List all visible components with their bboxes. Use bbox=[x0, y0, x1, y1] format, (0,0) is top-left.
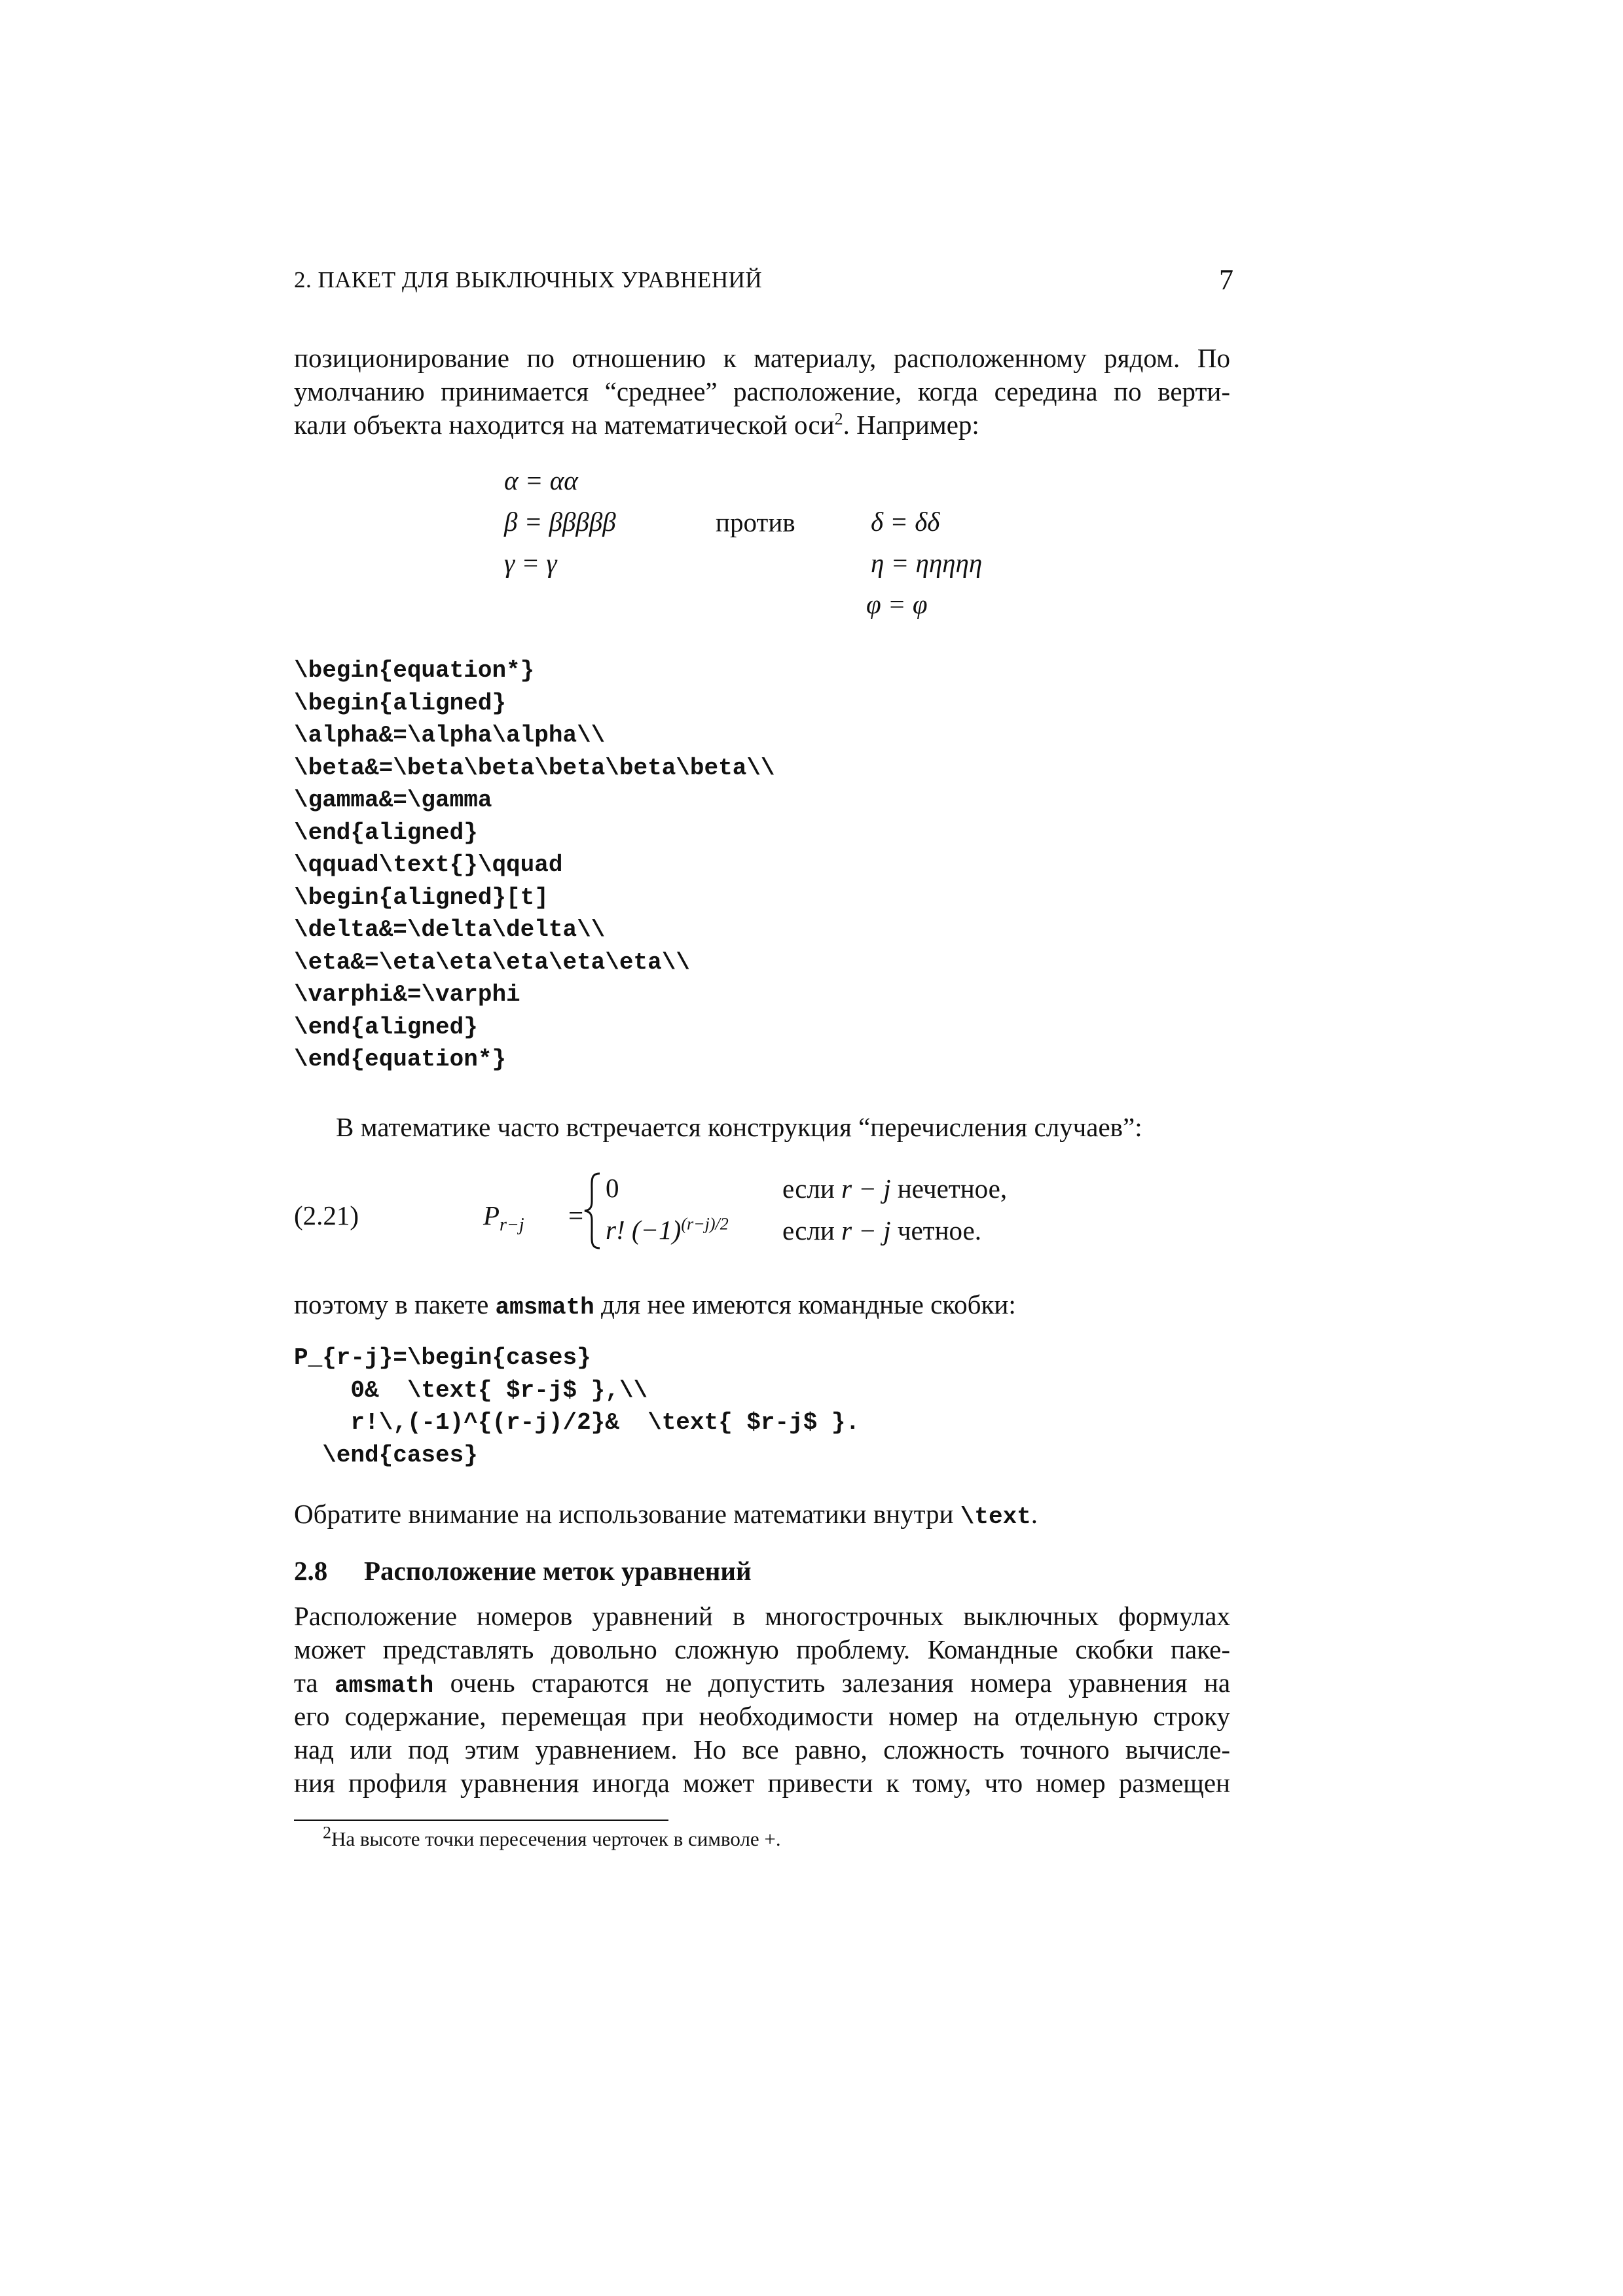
left-brace bbox=[583, 1172, 602, 1253]
page-number: 7 bbox=[1219, 264, 1233, 296]
code-line: \alpha&=\alpha\alpha\\ bbox=[294, 722, 606, 749]
section-number: 2.8 bbox=[294, 1556, 328, 1586]
aligned-left-row-3: γ = γ bbox=[504, 548, 557, 578]
code-line: \begin{equation*} bbox=[294, 657, 535, 684]
code-line: \begin{aligned}[t] bbox=[294, 884, 549, 911]
footnote-marker: 2 bbox=[834, 409, 843, 429]
cases-intro: В математике часто встречается конструкция “перечисления случаев”: bbox=[336, 1112, 1142, 1142]
aligned-left-row-1: α = αα bbox=[504, 465, 578, 495]
code-line: \end{aligned} bbox=[294, 1013, 478, 1041]
code-line: r!\,(-1)^{(r-j)/2}& \text{ $r-j$ }. bbox=[294, 1409, 860, 1436]
intro-line-2: умолчанию принимается “среднее” расположение, когда середина по верти- bbox=[294, 376, 1230, 406]
footnote-rule bbox=[294, 1820, 668, 1821]
code-line: \end{cases} bbox=[294, 1441, 478, 1469]
note-text: Обратите внимание на использование математики внутри \text. bbox=[294, 1499, 1038, 1530]
equation-equals: = bbox=[568, 1200, 584, 1230]
code-line: \beta&=\beta\beta\beta\beta\beta\\ bbox=[294, 754, 775, 781]
section-line-5: над или под этим уравнением. Но все равно, сложность точного вычисле- bbox=[294, 1734, 1230, 1765]
aligned-left-row-2: β = βββββ bbox=[504, 507, 616, 537]
code-line: P_{r-j}=\begin{cases} bbox=[294, 1344, 591, 1371]
equation-lhs: $P_{r-j}$ bbox=[483, 1200, 524, 1236]
section-line-3: та amsmath очень стараются не допустить залезания номера уравнения на bbox=[294, 1668, 1231, 1699]
equation-label: (2.21) bbox=[294, 1200, 359, 1230]
code-line: \qquad\text{}\qquad bbox=[294, 852, 563, 878]
amsmath-sentence: поэтому в пакете amsmath для нее имеются командные скобки: bbox=[294, 1289, 1016, 1321]
section-line-1: Расположение номеров уравнений в многострочных выключных формулах bbox=[294, 1601, 1230, 1631]
aligned-right-row-2: η = ηηηηη bbox=[871, 548, 983, 578]
code-line: \end{equation*} bbox=[294, 1046, 507, 1073]
intro-line-1: позиционирование по отношению к материалу, расположенному рядом. По bbox=[294, 343, 1230, 373]
intro-line-3: кали объекта находится на математической оси$^2$. Например: bbox=[294, 409, 979, 440]
code-line: \begin{aligned} bbox=[294, 689, 507, 717]
code-block-1 bbox=[294, 655, 775, 1076]
section-line-4: его содержание, перемещая при необходимости номер на отдельную строку bbox=[294, 1701, 1230, 1731]
section-line-2: может представлять довольно сложную проблему. Командные скобки паке- bbox=[294, 1634, 1230, 1664]
code-line: \delta&=\delta\delta\\ bbox=[294, 916, 606, 943]
code-line: \end{aligned} bbox=[294, 819, 478, 846]
aligned-right-row-3: φ = φ bbox=[866, 589, 928, 619]
code-block-2 bbox=[294, 1342, 860, 1471]
aligned-right-row-1: δ = δδ bbox=[871, 507, 940, 537]
section-title: Расположение меток уравнений bbox=[364, 1556, 752, 1586]
footnote: $^2$На высоте точки пересечения черточек в символе +. bbox=[323, 1823, 781, 1850]
code-line: 0& \text{ $r-j$ },\\ bbox=[294, 1376, 648, 1404]
code-line: \eta&=\eta\eta\eta\eta\eta\\ bbox=[294, 948, 690, 976]
case2-value: r! $(-1)^{(r-j)/2}$ bbox=[606, 1214, 729, 1245]
code-line: \gamma&=\gamma bbox=[294, 787, 492, 814]
case1-condition: если r − j нечетное, bbox=[782, 1174, 1008, 1204]
case2-condition: если r − j четное. bbox=[782, 1215, 981, 1246]
code-line: \varphi&=\varphi bbox=[294, 981, 520, 1008]
running-title: 2. ПАКЕТ ДЛЯ ВЫКЛЮЧНЫХ УРАВНЕНИЙ bbox=[294, 267, 763, 293]
case1-value: 0 bbox=[606, 1173, 619, 1203]
section-line-6: ния профиля уравнения иногда может привести к тому, что номер размещен bbox=[294, 1768, 1230, 1798]
aligned-middle-word: против bbox=[716, 507, 795, 537]
